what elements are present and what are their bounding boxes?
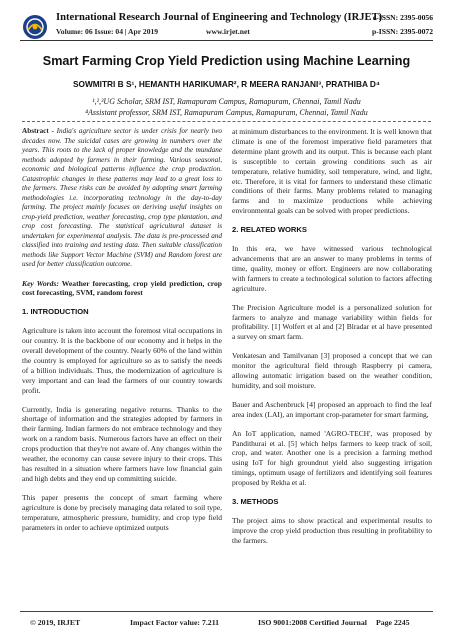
abstract-label: Abstract - <box>22 127 54 135</box>
intro-paragraph-1: Agriculture is taken into account the foremost vital occupations in our country. It is the backbone of our economy and it helps in the overall development of the country. Nearly 60% of the land within the country is employed for agriculture so as to satisfy the needs of a billion individuals. Thus, the modernization of agriculture is very important and can lead the farmers of our country towards profit. <box>22 326 222 395</box>
keywords-text: Weather forecasting, crop yield prediction, crop cost forecasting, SVM, random forest <box>22 278 222 298</box>
right-column <box>232 127 432 555</box>
related-paragraph-4: Bauer and Aschenbruck [4] proposed an approach to find the leaf area index (LAI), an important crop-parameter for smart farming, <box>232 399 432 419</box>
irjet-logo-icon <box>22 14 48 40</box>
methods-paragraph: The project aims to show practical and experimental results to improve the crop yield production thus resulting in profitability to the farmers. <box>232 516 432 545</box>
footer-divider <box>20 611 433 612</box>
introduction-heading: 1. INTRODUCTION <box>22 307 89 317</box>
section-separator <box>22 121 431 122</box>
journal-name: International Research Journal of Engineering and Technology (IRJET) <box>56 12 383 23</box>
intro-paragraph-2: Currently, India is generating negative returns. Thanks to the shortage of information and the strategies adopted by farmers in their farming. Indian farmers do not embrace technology and they work on a random basis. Numerous factors have an effect on their crops production that they're not aware of. Any changes within the weather, the economy can cause severe injury to their crops. This has resulted in a situation where farmers have low financial gain and high debts and they end up committing suicide. <box>22 404 222 483</box>
related-paragraph-1: In this era, we have witnessed various technological advancements that are an answer to many problems in terms of time, quality, money or effort. Engineers are now collaborating with farmers to create a technological solution to factors affecting agriculture. <box>232 244 432 293</box>
left-column <box>22 127 222 541</box>
header-divider <box>20 40 433 41</box>
intro-continuation: at minimum disturbances to the environment. It is well known that climate is one of the foremost imperative field parameters that determine plant growth and its output. This is because each plant is susceptible to certain growing conditions such as air temperature, relative humidity, soil temperature, wind, and light, etc. Therefore, it is vital for farmers to understand these climatic conditions of their farms. Many problems related to managing farms and to maximize productions while achieving environmental goals can be solved with proper predictions. <box>232 127 432 216</box>
abstract <box>22 127 222 270</box>
methods-heading: 3. METHODS <box>232 497 279 507</box>
affiliation-1: ¹,²,³UG Scholar, SRM IST, Ramapuram Campus, Ramapuram, Chennai, Tamil Nadu <box>92 97 361 106</box>
related-paragraph-5: An IoT application, named 'AGRO-TECH', was proposed by Pandithurai et al. [5] which helps farmers to keep track of soil, crop, and water. Another one is a precision a farming method using IoT for high groundnut yield also suggesting irrigation timings, optimum usage of fertilizers and identifying soil features proposed by Rekha et al. <box>232 428 432 488</box>
journal-website: www.irjet.net <box>206 27 250 36</box>
volume-issue: Volume: 06 Issue: 04 | Apr 2019 <box>56 27 159 36</box>
p-issn: p-ISSN: 2395-0072 <box>372 27 433 36</box>
related-paragraph-2: The Precision Agriculture model is a personalized solution for farmers to analyze and manage variability within fields for profitability. [1] Wolfert et al and [2] Blradar et al have presented a survey on smart farm. <box>232 302 432 342</box>
related-works-heading: 2. RELATED WORKS <box>232 225 307 235</box>
keywords <box>22 279 222 299</box>
keywords-label: Key Words: <box>22 278 59 288</box>
intro-paragraph-3: This paper presents the concept of smart farming where agriculture is done by precisely managing data related to soil type, temperature, atmospheric pressure, humidity, and crop type field parameters in order to achieve optimized outputs <box>22 492 222 532</box>
footer-page-number: Page 2245 <box>376 618 410 627</box>
paper-title: Smart Farming Crop Yield Prediction using Machine Learning <box>42 54 411 68</box>
footer-iso: ISO 9001:2008 Certified Journal <box>258 618 367 627</box>
related-paragraph-3: Venkatesan and Tamilvanan [3] proposed a concept that we can monitor the agricultural field through Raspberry pi camera, allowing automatic irrigation based on the weather condition, humidity, and soil moisture. <box>232 351 432 390</box>
abstract-text: India's agriculture sector is under crisis for nearly two decades now. The suicidal cases are growing in numbers over the years. This roots to the lack of proper knowledge and the mundane methods adopted by farmers in their farming. Various seasonal, economic and biological patterns influence the crop production. Catastrophic changes in these patterns may lead to a great loss to the farmers. These risks can be avoided by adopting smart farming methodologies i.e. incorporating technology in the day-to-day farming. The project mainly focuses on deriving useful insights on crop-yield prediction, weather forecasting, crop type plantation, and crop cost forecasting. The statistical agricultural dataset is undertaken for experimental analysis. The data is pre-processed and classified into training and testing data. Then suitable classification methods like Support Vector Machine (SVM) and Random forest are used for better classification outcome. <box>22 127 223 268</box>
author-list: SOWMITRI B S¹, HEMANTH HARIKUMAR², R MEERA RANJANI³, PRATHIBA D⁴ <box>72 79 381 89</box>
e-issn: e-ISSN: 2395-0056 <box>372 13 433 22</box>
footer-copyright: © 2019, IRJET <box>30 618 81 627</box>
footer-impact-factor: Impact Factor value: 7.211 <box>130 618 220 627</box>
affiliation-2: ⁴Assistant professor, SRM IST, Ramapuram Campus, Ramapuram, Chennai, Tamil Nadu <box>85 108 368 117</box>
